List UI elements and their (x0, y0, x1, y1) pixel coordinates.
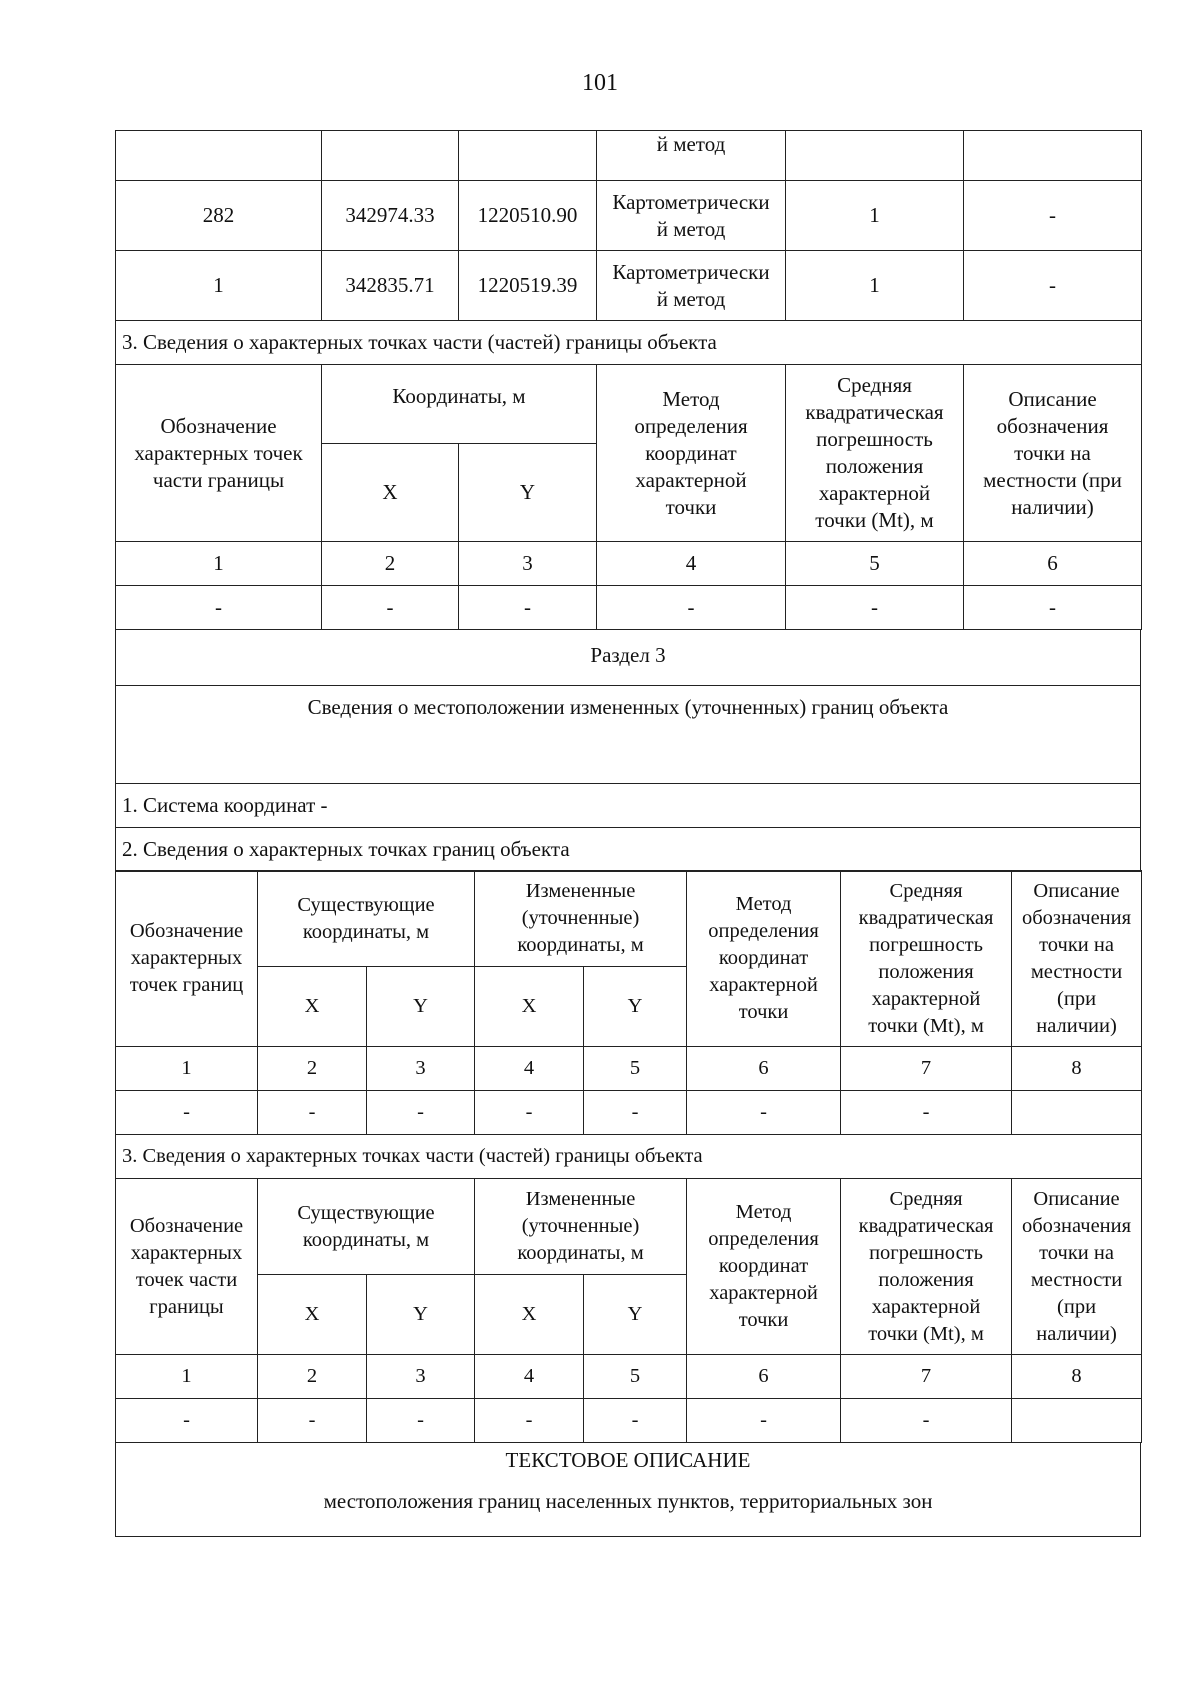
section-title: Раздел 3 (116, 629, 1141, 685)
column-number: 8 (1012, 1355, 1142, 1399)
dash-cell: - (258, 1091, 367, 1135)
table-title-row (116, 1135, 1142, 1179)
part-points-title: 3. Сведения о характерных точках части (частей) границы объекта (116, 321, 1142, 365)
point-designation-header: Обозначение характерных точек границ (116, 871, 258, 1047)
x-cell (322, 131, 459, 181)
method-cell: й метод (597, 131, 786, 181)
mt-cell: 1 (786, 251, 964, 321)
dash-cell: - (841, 1091, 1012, 1135)
column-number: 2 (258, 1047, 367, 1091)
table-row (116, 181, 1142, 251)
section-title-row (116, 629, 1141, 685)
column-number: 7 (841, 1047, 1012, 1091)
column-number: 7 (841, 1355, 1012, 1399)
changed-y-header: Y (584, 1275, 687, 1355)
dash-cell: - (687, 1091, 841, 1135)
column-number: 6 (964, 542, 1142, 586)
dash-cell: - (841, 1399, 1012, 1443)
column-number: 3 (459, 542, 597, 586)
dash-cell: - (258, 1399, 367, 1443)
table-row (116, 131, 1142, 181)
column-number: 2 (322, 542, 459, 586)
column-number: 5 (786, 542, 964, 586)
x-cell: 342835.71 (322, 251, 459, 321)
x-header: X (322, 444, 459, 542)
dash-cell: - (786, 586, 964, 630)
y-cell: 1220519.39 (459, 251, 597, 321)
mt-header: Средняя квадратическая погрешность положения характерной точки (Mt), м (841, 871, 1012, 1047)
coordinates-header: Координаты, м (322, 365, 597, 444)
dash-cell: - (116, 586, 322, 630)
changed-x-header: X (475, 967, 584, 1047)
part-points-title: 3. Сведения о характерных точках части (частей) границы объекта (116, 1135, 1142, 1179)
dash-cell: - (597, 586, 786, 630)
text-description-table (115, 1442, 1141, 1537)
dash-cell: - (367, 1399, 475, 1443)
dash-cell: - (322, 586, 459, 630)
column-number: 3 (367, 1047, 475, 1091)
description-header: Описание обозначения точки на местности (при наличии) (1012, 871, 1142, 1047)
column-number: 4 (597, 542, 786, 586)
existing-x-header: X (258, 1275, 367, 1355)
boundary-points-table (115, 870, 1142, 1443)
dash-cell (1012, 1091, 1142, 1135)
description-cell: - (964, 181, 1142, 251)
table-row (116, 251, 1142, 321)
dash-cell (1012, 1399, 1142, 1443)
table-row (116, 586, 1142, 630)
dash-cell: - (584, 1399, 687, 1443)
existing-y-header: Y (367, 1275, 475, 1355)
existing-coords-header: Существующие координаты, м (258, 1179, 475, 1275)
mt-header: Средняя квадратическая погрешность положения характерной точки (Mt), м (786, 365, 964, 542)
y-cell: 1220510.90 (459, 181, 597, 251)
text-description-cell (116, 1442, 1141, 1536)
text-description-title: ТЕКСТОВОЕ ОПИСАНИЕ (505, 1447, 751, 1472)
text-description-subtitle: местоположения границ населенных пунктов, территориальных зон (323, 1488, 933, 1513)
column-number: 8 (1012, 1047, 1142, 1091)
method-header: Метод определения координат характерной точки (687, 871, 841, 1047)
column-number-row (116, 542, 1142, 586)
column-number-row (116, 1355, 1142, 1399)
changed-coords-header: Измененные (уточненные) координаты, м (475, 1179, 687, 1275)
section-3-heading-table (115, 629, 1141, 872)
dash-cell: - (475, 1091, 584, 1135)
column-number: 3 (367, 1355, 475, 1399)
table-header-row (116, 871, 1142, 967)
point-number-cell (116, 131, 322, 181)
mt-cell (786, 131, 964, 181)
table-header-row (116, 365, 1142, 444)
dash-cell: - (475, 1399, 584, 1443)
dash-cell: - (584, 1091, 687, 1135)
column-number: 1 (116, 542, 322, 586)
method-header: Метод определения координат характерной точки (687, 1179, 841, 1355)
dash-cell: - (116, 1399, 258, 1443)
method-cell: Картометрически й метод (597, 251, 786, 321)
coord-system-row (116, 783, 1141, 827)
mt-header: Средняя квадратическая погрешность положения характерной точки (Mt), м (841, 1179, 1012, 1355)
section-subtitle: Сведения о местоположении измененных (уточненных) границ объекта (116, 685, 1141, 783)
dash-cell: - (116, 1091, 258, 1135)
column-number: 5 (584, 1047, 687, 1091)
description-header: Описание обозначения точки на местности (при наличии) (964, 365, 1142, 542)
point-designation-header: Обозначение характерных точек части границы (116, 365, 322, 542)
existing-coords-header: Существующие координаты, м (258, 871, 475, 967)
dash-cell: - (964, 586, 1142, 630)
table-title-row (116, 321, 1142, 365)
column-number: 5 (584, 1355, 687, 1399)
x-cell: 342974.33 (322, 181, 459, 251)
dash-cell: - (459, 586, 597, 630)
mt-cell: 1 (786, 181, 964, 251)
point-designation-header: Обозначение характерных точек части границы (116, 1179, 258, 1355)
existing-x-header: X (258, 967, 367, 1047)
table-row (116, 1399, 1142, 1443)
column-number: 6 (687, 1355, 841, 1399)
method-cell: Картометрически й метод (597, 181, 786, 251)
continued-coords-table (115, 130, 1142, 630)
point-number-cell: 1 (116, 251, 322, 321)
column-number: 1 (116, 1355, 258, 1399)
point-number-cell: 282 (116, 181, 322, 251)
boundary-points-title: 2. Сведения о характерных точках границ объекта (116, 827, 1141, 871)
changed-x-header: X (475, 1275, 584, 1355)
column-number: 2 (258, 1355, 367, 1399)
y-cell (459, 131, 597, 181)
document-sheet (115, 130, 1141, 1537)
table-header-row (116, 1179, 1142, 1275)
description-cell: - (964, 251, 1142, 321)
column-number: 4 (475, 1355, 584, 1399)
coord-system-text: 1. Система координат - (116, 783, 1141, 827)
table-title-row (116, 827, 1141, 871)
column-number: 6 (687, 1047, 841, 1091)
changed-y-header: Y (584, 967, 687, 1047)
existing-y-header: Y (367, 967, 475, 1047)
description-header: Описание обозначения точки на местности (при наличии) (1012, 1179, 1142, 1355)
y-header: Y (459, 444, 597, 542)
page-number: 101 (582, 70, 618, 96)
dash-cell: - (367, 1091, 475, 1135)
text-description-row (116, 1442, 1141, 1536)
method-header: Метод определения координат характерной точки (597, 365, 786, 542)
table-row (116, 1091, 1142, 1135)
description-cell (964, 131, 1142, 181)
dash-cell: - (687, 1399, 841, 1443)
section-subtitle-row (116, 685, 1141, 783)
column-number: 4 (475, 1047, 584, 1091)
column-number: 1 (116, 1047, 258, 1091)
column-number-row (116, 1047, 1142, 1091)
changed-coords-header: Измененные (уточненные) координаты, м (475, 871, 687, 967)
